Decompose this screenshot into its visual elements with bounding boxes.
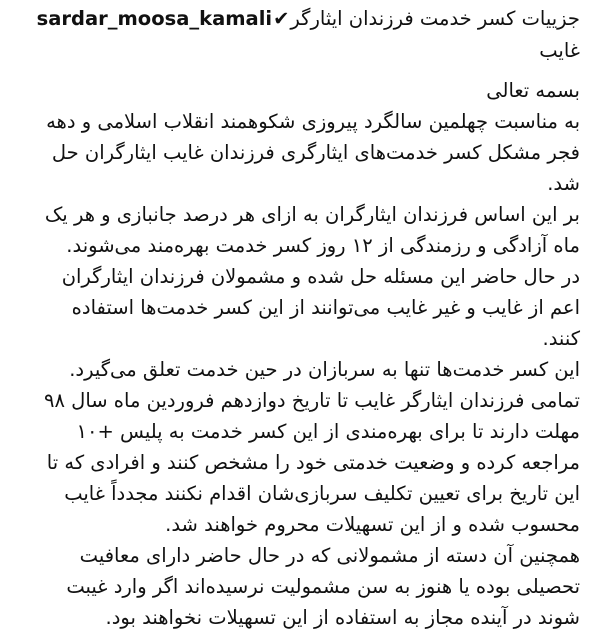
caption-line: اعم از غایب و غیر غایب می‌توانند از این کسر خدمت‌ها استفاده (71, 296, 580, 319)
caption-line: مهلت دارند تا برای بهره‌مندی از این کسر خدمت به پلیس +۱۰ (76, 420, 580, 443)
caption-line: فجر مشکل کسر خدمت‌های ایثارگری فرزندان غایب ایثارگران حل (51, 141, 580, 164)
caption-line: کنند. (542, 327, 580, 350)
caption-headline: جزییات کسر خدمت فرزندان ایثارگر (290, 7, 580, 30)
caption-line: محسوب شده و از این تسهیلات محروم خواهند شد. (165, 513, 580, 536)
caption-line: در حال حاضر این مسئله حل شده و مشمولان فرزندان ایثارگران (61, 265, 580, 288)
caption-line: مراجعه کرده و وضعیت خدمتی خود را مشخص کنند و افرادی که تا (46, 451, 580, 474)
caption-line: تمامی فرزندان ایثارگر غایب تا تاریخ دوازدهم فروردین ماه سال ۹۸ (44, 389, 580, 412)
username-link[interactable]: sardar_moosa_kamali (36, 7, 273, 30)
caption-line: همچنین آن دسته از مشمولانی که در حال حاضر دارای معافیت (79, 544, 580, 567)
caption-line: ماه آزادگی و رزمندگی از ۱۲ روز کسر خدمت بهره‌مند می‌شوند. (66, 234, 580, 257)
caption-line: شد. (547, 172, 580, 195)
caption-header (22, 3, 580, 67)
caption-line: به مناسبت چهلمین سالگرد پیروزی شکوهمند انقلاب اسلامی و دهه (46, 110, 580, 133)
caption-line: این کسر خدمت‌ها تنها به سربازان در حین خدمت تعلق می‌گیرد. (69, 358, 580, 381)
checkmark-icon: ✔ (273, 7, 290, 30)
caption-line: تحصیلی بوده یا هنوز به سن مشمولیت نرسیده‌اند اگر وارد غیبت (66, 575, 580, 598)
caption-line: این تاریخ برای تعیین تکلیف سربازی‌شان اقدام نکنند مجدداً غایب (64, 482, 580, 505)
caption-line: بر این اساس فرزندان ایثارگران به ازای هر درصد جانبازی و هر یک (44, 203, 580, 226)
caption-headline-continued: غایب (539, 39, 580, 62)
caption-line: شوند در آینده مجاز به استفاده از این تسهیلات نخواهند بود. (105, 606, 580, 629)
caption-body (22, 75, 580, 633)
caption-line: بسمه تعالی (486, 79, 580, 102)
